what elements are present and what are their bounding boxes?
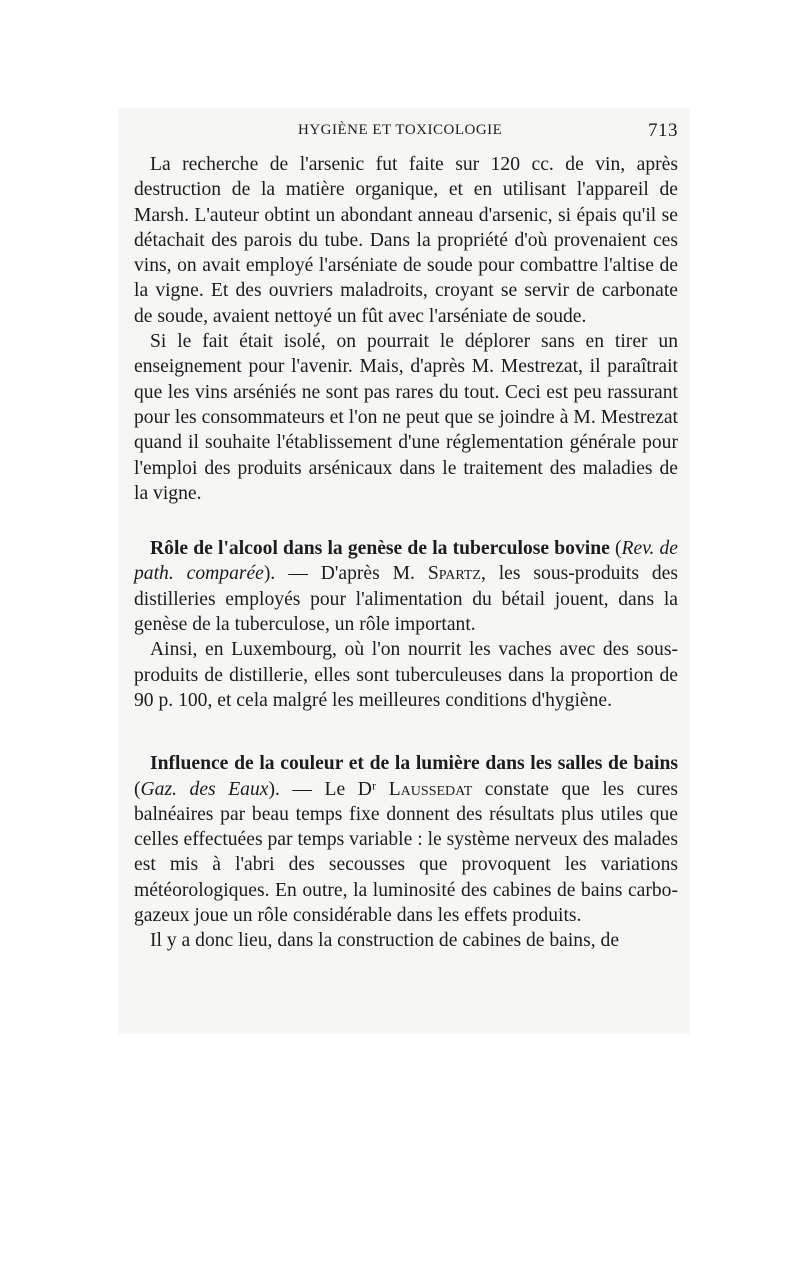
section-spacer — [134, 713, 678, 751]
paragraph-arsenic-test: La recherche de l'arsenic fut faite sur 120 cc. de vin, après destruction de la matière organique, et en utilisant l'appareil de Marsh. L'auteur obtint un abondant anneau d'arsenic, si épais qu'il se détachait des parois du tube. Dans la propriété d'où provenaient ces vins, on avait employé l'arséniate de soude pour combattre l'altise de la vigne. Et des ouvriers maladroits, croyant se servir de carbonate de soude, avaient nettoyé un fût avec l'arséniate de soude. — [134, 154, 678, 327]
section-text: constate que les cures balnéaires par beau temps fixe donnent des résultats plus utiles que celles effectuées par temps variable : le système nerveux des malades est mis à l'abri des secousses que provoquent les variations météorologiques. En outre, la luminosité des cabines de bains carbo-gazeux joue un rôle considérable dans les effets produits. — [134, 778, 679, 927]
paragraph-cabines: Il y a donc lieu, dans la construction de cabines de bains, de — [150, 930, 620, 952]
source-open: ( — [609, 538, 622, 560]
author-name: Laussedat — [388, 778, 473, 800]
page-body — [134, 152, 678, 954]
source-citation: Gaz. des Eaux — [140, 778, 269, 800]
source-open: ( — [134, 778, 141, 800]
page-header — [134, 118, 678, 144]
section-heading: Rôle de l'alcool dans la genèse de la tuberculose bovine — [150, 538, 610, 560]
source-close: ). — Le Dʳ — [268, 778, 389, 800]
section-spacer — [134, 506, 678, 536]
source-citation: Rev. de path. comparée — [134, 538, 679, 585]
section-alcool-tuberculose — [134, 536, 678, 637]
page-number: 713 — [648, 120, 678, 141]
author-name: Spartz — [427, 563, 481, 585]
paragraph-arsenic-conclusion: Si le fait était isolé, on pourrait le déplorer sans en tirer un enseignement pour l'avenir. Mais, d'après M. Mestrezat, il paraîtrait que les vins arséniés ne sont pas rares du tout. Ceci est peu rassurant pour les consommateurs et l'on ne peut que se joindre à M. Mestrezat quand il souhaite l'établissement d'une réglementation générale pour l'emploi des produits arsénicaux dans le traitement des maladies de la vigne. — [134, 331, 678, 504]
running-head: HYGIÈNE ET TOXICOLOGIE — [298, 122, 503, 138]
section-text: , les sous-produits des distilleries employés pour l'alimentation du bétail jouent, dans la genèse de la tuberculose, un rôle important. — [134, 563, 678, 636]
paragraph-luxembourg: Ainsi, en Luxembourg, où l'on nourrit les vaches avec des sous-produits de distillerie, elles sont tuberculeuses dans la proportion de 90 p. 100, et cela malgré les meilleures conditions d'hygiène. — [134, 639, 678, 711]
section-couleur-lumiere — [134, 751, 678, 928]
section-heading: Influence de la couleur et de la lumière dans les salles de bains — [150, 753, 678, 775]
source-close: ). — D'après M. — [263, 563, 428, 585]
